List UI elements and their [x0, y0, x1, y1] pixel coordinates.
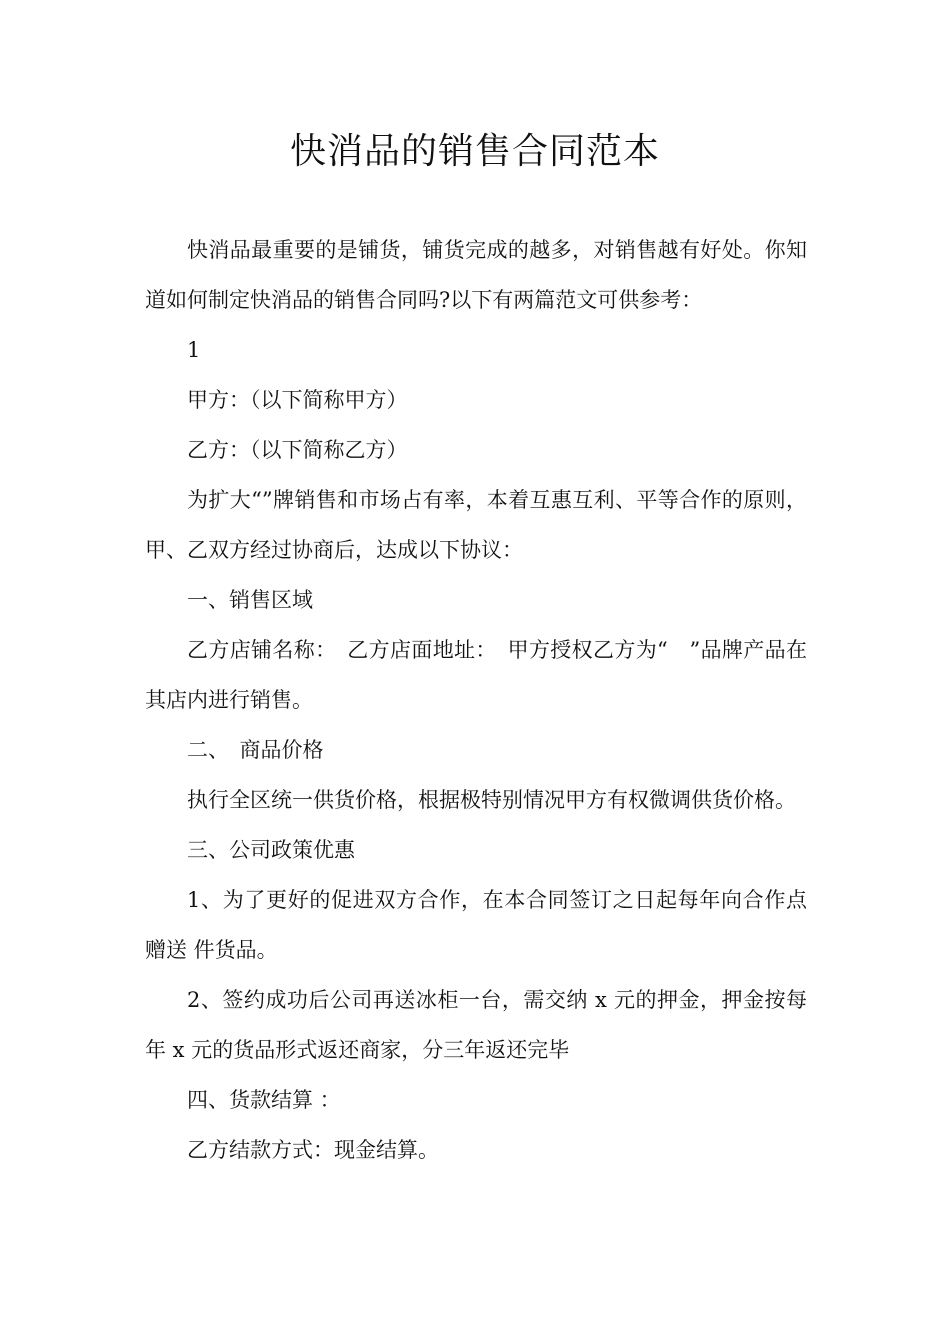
- document-title: 快消品的销售合同范本: [289, 131, 660, 172]
- price-paragraph: 执行全区统一供货价格，根据极特别情况甲方有权微调供货价格。: [187, 788, 796, 812]
- heading-price: 二、 商品价格: [187, 738, 324, 762]
- document-body: [145, 225, 807, 1175]
- party-a-line: 甲方：（以下简称甲方）: [187, 388, 408, 412]
- policy-item-2: 2、签约成功后公司再送冰柜一台，需交纳 x 元的押金，押金按每年 x 元的货品形式返还商家，分三年返还完毕: [145, 988, 807, 1062]
- heading-policy: 三、公司政策优惠: [187, 838, 355, 862]
- intro-paragraph: 快消品最重要的是铺货，铺货完成的越多，对销售越有好处。你知道如何制定快消品的销售合同吗?以下有两篇范文可供参考：: [145, 238, 807, 312]
- purpose-paragraph: 为扩大“”牌销售和市场占有率，本着互惠互利、平等合作的原则，甲、乙双方经过协商后，达成以下协议：: [145, 488, 807, 562]
- heading-sales-area: 一、销售区域: [187, 588, 313, 612]
- store-info-paragraph: 乙方店铺名称： 乙方店面地址： 甲方授权乙方为“ ”品牌产品在其店内进行销售。: [145, 638, 807, 712]
- policy-item-1: 1、为了更好的促进双方合作，在本合同签订之日起每年向合作点赠送 件货品。: [145, 888, 807, 962]
- payment-method: 乙方结款方式：现金结算。: [187, 1138, 439, 1162]
- section-number: 1: [187, 338, 201, 362]
- party-b-line: 乙方：（以下简称乙方）: [187, 438, 408, 462]
- heading-payment: 四、货款结算 ：: [187, 1088, 341, 1112]
